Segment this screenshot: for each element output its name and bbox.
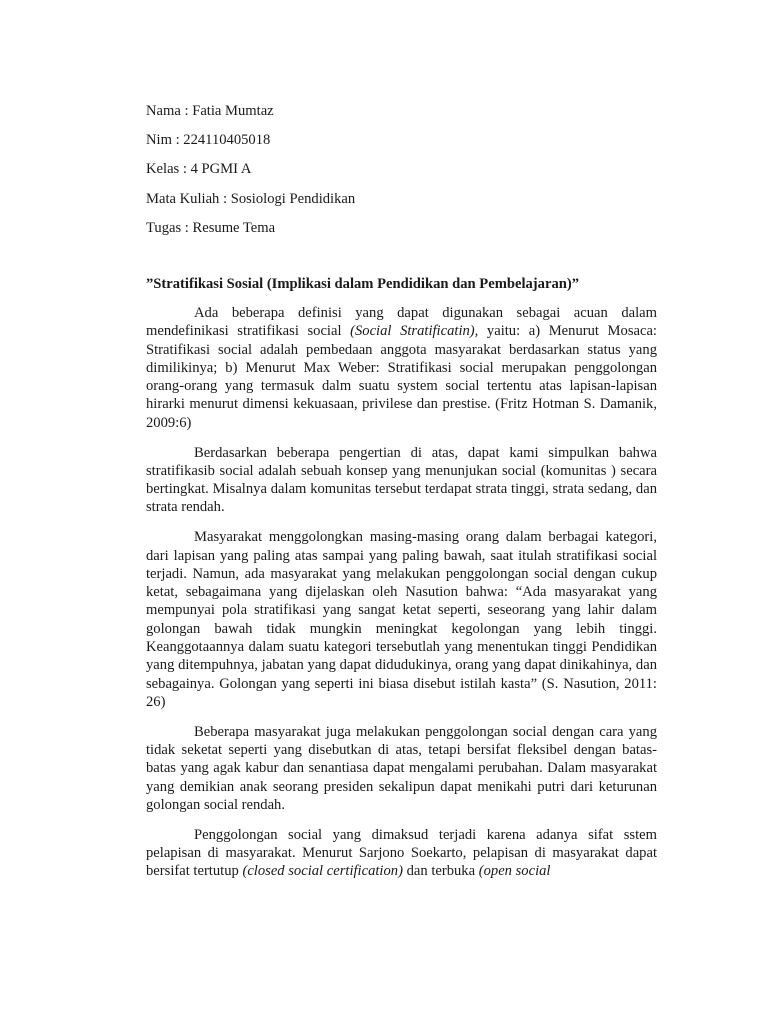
paragraph-flexible-stratification: Beberapa masyarakat juga melakukan penggolongan social dengan cara yang tidak seketat seperti yang disebutkan di atas, tetapi bersifat fleksibel dengan batas-batas yang agak kabur dan senantiasa dapat mengalami perubahan. Dalam masyarakat yang demikian anak seorang presiden sekalipun dapat menikahi putri dari keturunan golongan social rendah. [146,723,657,813]
paragraph-stratification-types [146,826,657,881]
italic-term: (Social Stratificatin), [350,323,479,340]
document-body [146,304,657,892]
student-info [146,101,666,247]
paragraph-text: Penggolongan social yang dimaksud terjadi karena adanya sifat sstem pelapisan di masyarakat. Menurut Sarjono Soekarto, pelapisan di masyarakat dapat bersifat tertutup [146,826,657,880]
italic-term: (closed social certification) [242,863,403,880]
student-nim: Nim : 224110405018 [146,132,271,149]
paragraph-conclusion: Berdasarkan beberapa pengertian di atas, dapat kami simpulkan bahwa stratifikasib social adalah sebuah konsep yang menunjukan social (komunitas ) secara bertingkat. Misalnya dalam komunitas tersebut terdapat strata tinggi, strata sedang, dan strata rendah. [146,444,657,516]
paragraph-text: Ada beberapa definisi yang dapat digunakan sebagai acuan dalam mendefinikasi stratifikasi social [146,305,657,340]
paragraph-definitions [146,304,657,432]
paragraph-text: dan terbuka [402,863,479,880]
student-name: Nama : Fatia Mumtaz [146,103,274,119]
assignment-name: Tugas : Resume Tema [146,219,276,236]
paragraph-text: yaitu: a) Menurut Mosaca: Stratifikasi social adalah pembedaan anggota masyarakat berdasarkan status yang dimilikinya; b) Menurut Max Weber: Stratifikasi social merupakan penggolongan orang-orang yang termasuk dalm suatu system social tertentu atas lapisan-lapisan hirarki menurut dimensi kekuasaan, privilese dan prestise. (Fritz Hotman S. Damanik, 2009:6) [146,323,657,431]
course-name: Mata Kuliah : Sosiologi Pendidikan [146,190,356,207]
student-class: Kelas : 4 PGMI A [146,161,252,178]
paragraph-strict-stratification: Masyarakat menggolongkan masing-masing orang dalam berbagai kategori, dari lapisan yang paling atas sampai yang paling bawah, saat itulah stratifikasi social terjadi. Namun, ada masyarakat yang melakukan penggolongan social dengan cukup ketat, sebagaimana yang dijelaskan oleh Nasution bahwa: “Ada masyarakat yang mempunyai pola stratifikasi yang sangat ketat seperti, seseorang yang lahir dalam golongan bawah tidak mungkin meningkat kegolongan yang lebih tinggi. Keanggotaannya dalam suatu kategori tersebutlah yang menentukan tinggi Pendidikan yang ditempuhnya, jabatan yang dapat didudukinya, orang yang dapat dinikahinya, dan sebagainya. Golongan yang seperti ini biasa disebut istilah kasta” (S. Nasution, 2011: 26) [146,529,657,710]
italic-term: (open social [478,863,551,880]
document-title: ”Stratifikasi Sosial (Implikasi dalam Pendidikan dan Pembelajaran)” [146,276,580,292]
